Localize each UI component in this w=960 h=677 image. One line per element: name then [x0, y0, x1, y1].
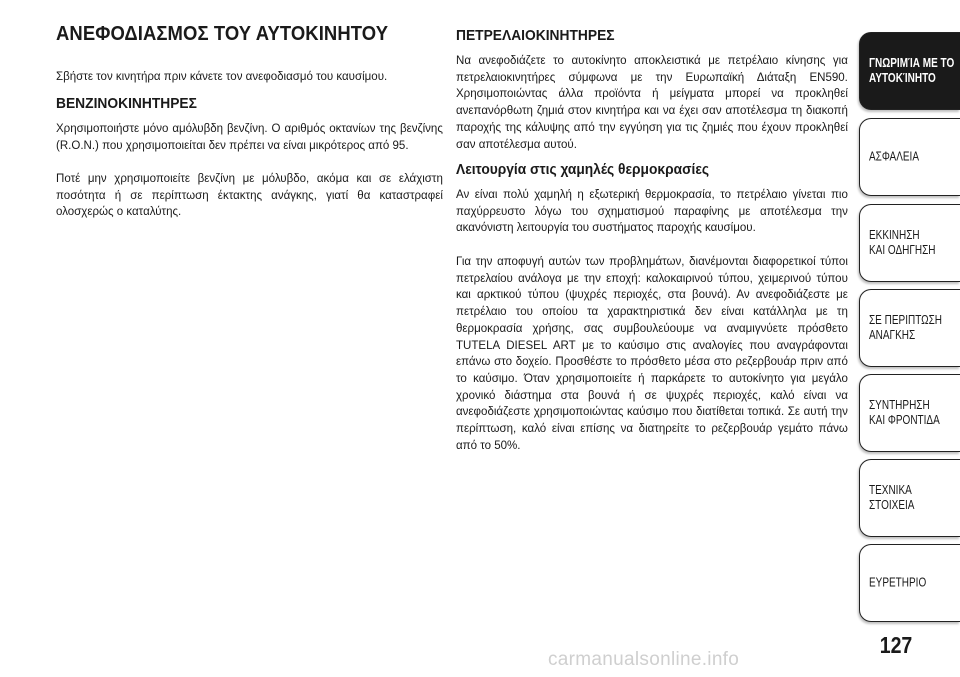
diesel-paragraph-1: Να ανεφοδιάζετε το αυτοκίνητο αποκλειστικά με πετρέλαιο κίνησης για πετρελαιοκινητήρες σύμφωνα με την Ευρωπαϊκή Διάταξη EN590. Χρησιμοποιώντας άλλα προϊόντα ή μείγματα μπορεί να προκληθεί ανεπανόρθωτη ζημιά στον κινητήρα και να έχει σαν αποτέλεσμα τη διακοπή παροχής της κάλυψης από την εγγύηση για τις ζημιές που έχουν προκληθεί σαν αποτέλεσμα αυτού. — [456, 53, 848, 151]
diesel-engines-heading: ΠΕΤΡΕΛΑΙΟΚΙΝΗΤΗΡΕΣ — [456, 27, 615, 44]
page-number: 127 — [879, 632, 913, 658]
petrol-engines-heading: ΒΕΝΖΙΝΟΚΙΝΗΤΗΡΕΣ — [56, 95, 197, 112]
tab-label: ΓΝΩΡΙΜΊΑ ΜΕ ΤΟ ΑΥΤΟΚΊΝΗΤΟ — [869, 56, 955, 85]
tab-label: ΣΕ ΠΕΡΙΠΤΩΣΗ ΑΝΑΓΚΗΣ — [869, 313, 942, 342]
low-temperature-heading: Λειτουργία στις χαμηλές θερμοκρασίες — [456, 162, 710, 178]
diesel-paragraph-3: Για την αποφυγή αυτών των προβλημάτων, διανέμονται διαφορετικοί τύποι πετρελαίου ανάλογα με την εποχή: καλοκαιρινού τύπου, χειμερινού τύπου και αρκτικού τύπου (ψυχρές περιοχές, στα βουνά). Αν ανεφοδιάζεστε με πετρέλαιο του οποίου τα χαρακτηριστικά δεν είναι κατάλληλα με τη θερμοκρασία χρήσης, σας συμβουλεύουμε να αναμιγνύετε πρόσθετο TUTELA DIESEL ART με το καύσιμο στις αναλογίες που αναγράφονται επάνω στο δοχείο. Προσθέστε το πρόσθετο μέσα στο ρεζερβουάρ πριν από το καύσιμο. Όταν χρησιμοποιείτε ή παρκάρετε το αυτοκίνητο για μεγάλο χρονικό διάστημα στα βουνά ή σε ψυχρές περιοχές, καλό είναι να ανεφοδιάζεστε χρησιμοποιώντας καύσιμο που διατίθεται τοπικά. Σε αυτή την περίπτωση, καλό είναι επίσης να διατηρείτε το ρεζερβουάρ γεμάτο πάνω από το 50%. — [456, 254, 848, 452]
tab-label: ΤΕΧΝΙΚΑ ΣΤΟΙΧΕΙΑ — [869, 483, 915, 512]
tab-label: ΕΚΚΙΝΗΣΗ ΚΑΙ ΟΔΗΓΗΣΗ — [869, 228, 936, 257]
tab-label: ΕΥΡΕΤΗΡΙΟ — [869, 575, 927, 590]
section-tabs — [859, 0, 960, 677]
tab-label: ΑΣΦΑΛΕΙΑ — [869, 149, 920, 164]
petrol-paragraph-1: Χρησιμοποιήστε μόνο αμόλυβδη βενζίνη. Ο αριθμός οκτανίων της βενζίνης (R.O.N.) που χρησιμοποιείται δεν πρέπει να είναι μικρότερος από 95. — [56, 121, 443, 152]
tab-in-an-emergency[interactable] — [859, 289, 960, 367]
tab-starting-and-driving[interactable] — [859, 204, 960, 282]
tab-index[interactable] — [859, 544, 960, 622]
diesel-paragraph-2: Αν είναι πολύ χαμηλή η εξωτερική θερμοκρασία, το πετρέλαιο γίνεται πιο παχύρρευστο λόγω του σχηματισμού παραφίνης με αποτέλεσμα την ακανόνιστη λειτουργία του συστήματος παροχής καυσίμου. — [456, 187, 848, 235]
tab-label: ΣΥΝΤΗΡΗΣΗ ΚΑΙ ΦΡΟΝΤΙΔΑ — [869, 398, 940, 427]
tab-servicing-and-care[interactable] — [859, 374, 960, 452]
tab-safety[interactable] — [859, 118, 960, 196]
page-title: ΑΝΕΦΟΔΙΑΣΜΟΣ ΤΟΥ ΑΥΤΟΚΙΝΗΤΟΥ — [56, 22, 389, 45]
watermark-text: carmanualsonline.info — [548, 649, 740, 670]
petrol-paragraph-2: Ποτέ μην χρησιμοποιείτε βενζίνη με μόλυβδο, ακόμα και σε ελάχιστη ποσότητα ή σε περίπτωση έκτακτης ανάγκης, γιατί θα καταστραφεί ολοσχερώς ο καταλύτης. — [56, 171, 443, 219]
intro-text: Σβήστε τον κινητήρα πριν κάνετε τον ανεφοδιασμό του καυσίμου. — [56, 69, 388, 83]
tab-getting-to-know-the-car[interactable] — [859, 32, 960, 110]
tab-technical-specifications[interactable] — [859, 459, 960, 537]
